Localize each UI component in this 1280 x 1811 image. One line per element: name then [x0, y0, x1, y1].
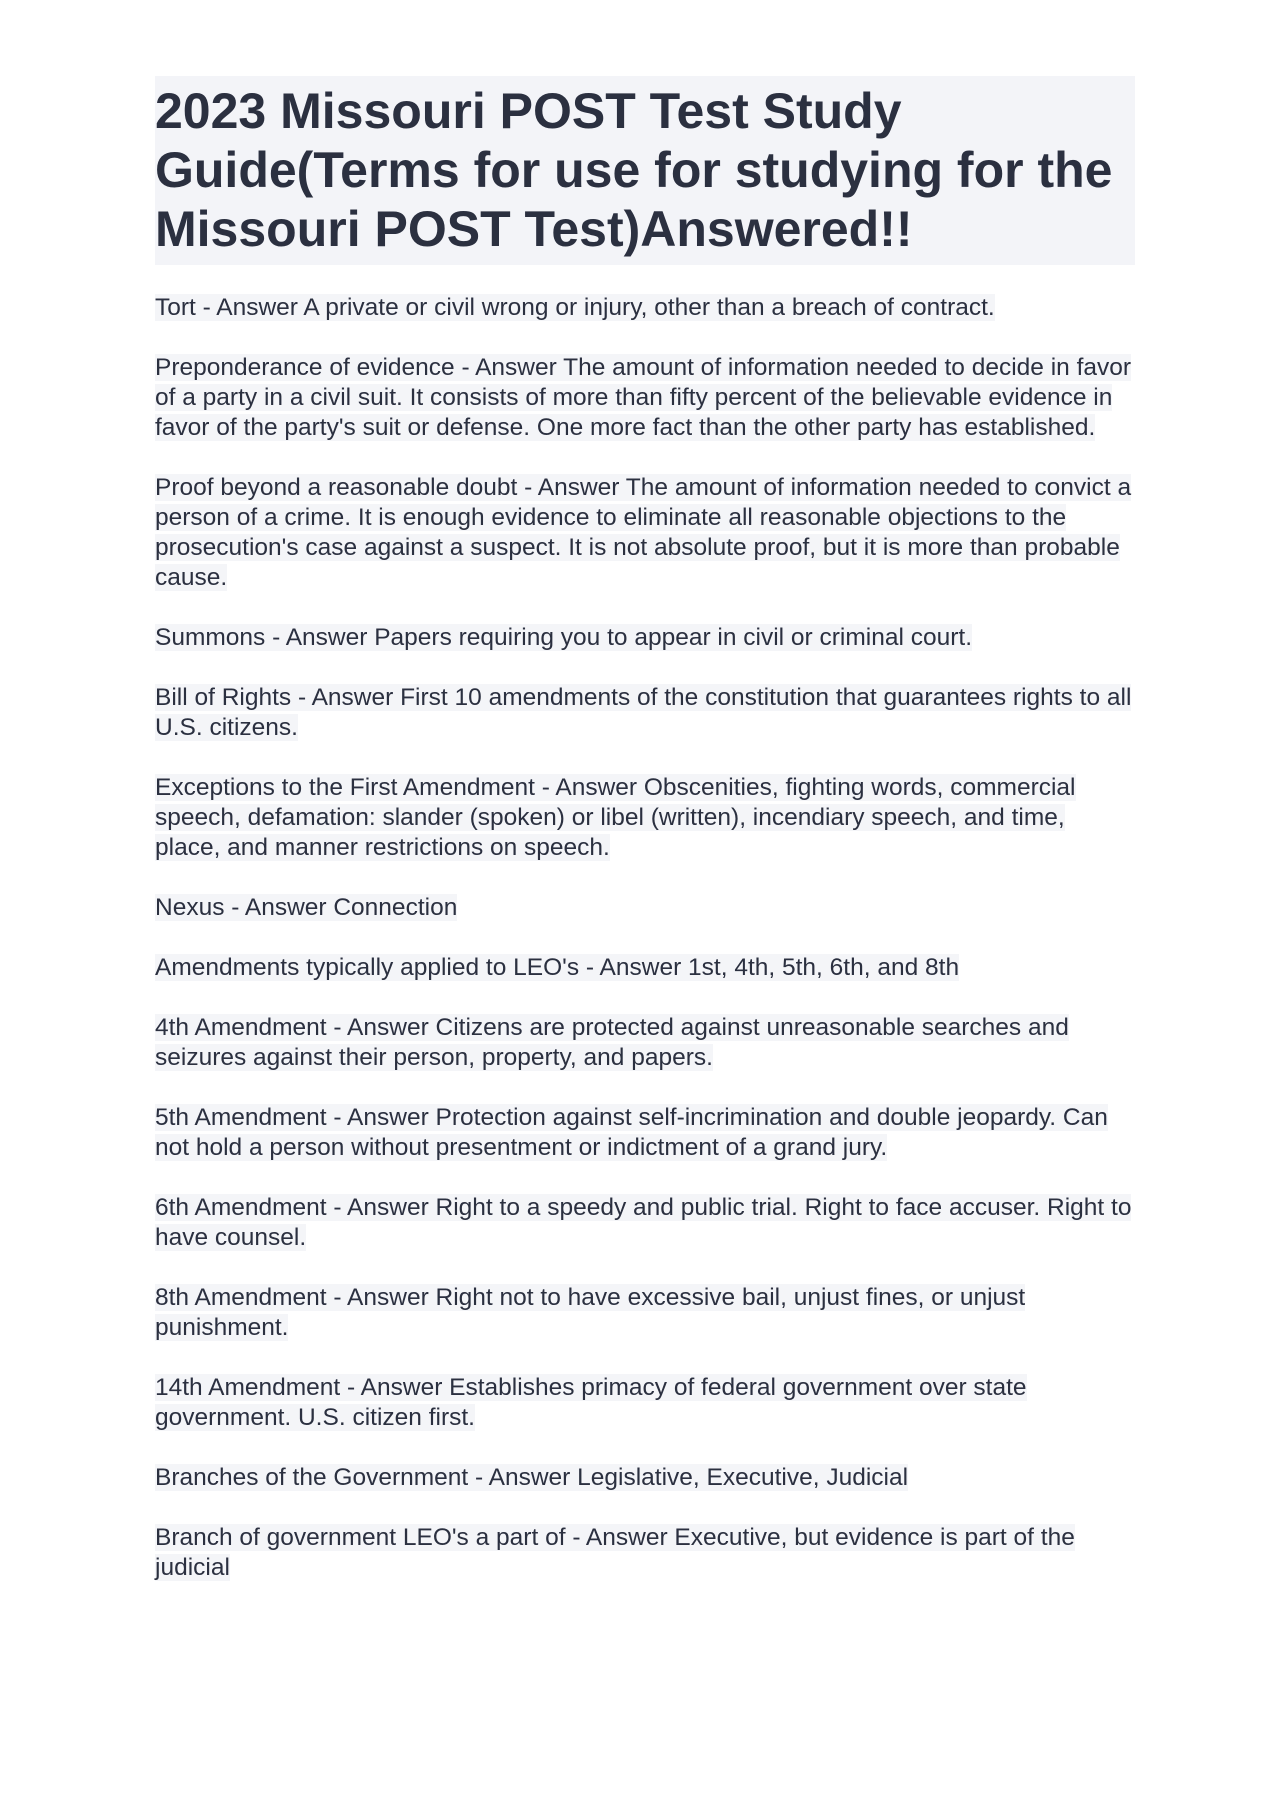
- qa-item: [155, 773, 1135, 863]
- qa-text: Bill of Rights - Answer First 10 amendments of the constitution that guarantees rights to all U.S. citizens.: [155, 684, 1132, 741]
- qa-item: [155, 293, 1135, 323]
- qa-item: [155, 1103, 1135, 1163]
- qa-item: [155, 1373, 1135, 1433]
- qa-text: Preponderance of evidence - Answer The amount of information needed to decide in favor of a party in a civil suit. It consists of more than fifty percent of the believable evidence in favor of the party's suit or defense. One more fact than the other party has established.: [155, 354, 1132, 441]
- qa-item: [155, 953, 1135, 983]
- title-block: [155, 76, 1135, 265]
- qa-text: 8th Amendment - Answer Right not to have excessive bail, unjust fines, or unjust punishment.: [155, 1284, 1026, 1341]
- qa-item: [155, 623, 1135, 653]
- qa-item: [155, 473, 1135, 593]
- qa-text: Branches of the Government - Answer Legislative, Executive, Judicial: [155, 1464, 909, 1491]
- qa-text: 4th Amendment - Answer Citizens are protected against unreasonable searches and seizures against their person, property, and papers.: [155, 1014, 1069, 1071]
- qa-text: Summons - Answer Papers requiring you to appear in civil or criminal court.: [155, 624, 973, 651]
- qa-item: [155, 683, 1135, 743]
- qa-text: 5th Amendment - Answer Protection against self-incrimination and double jeopardy. Can not hold a person without presentment or indictment of a grand jury.: [155, 1104, 1108, 1161]
- qa-text: Branch of government LEO's a part of - Answer Executive, but evidence is part of the judicial: [155, 1524, 1075, 1581]
- document-page: [155, 76, 1135, 1613]
- qa-item: [155, 893, 1135, 923]
- qa-item: [155, 1283, 1135, 1343]
- qa-item: [155, 1523, 1135, 1583]
- title-spacer: [155, 265, 1135, 293]
- qa-text: Amendments typically applied to LEO's - Answer 1st, 4th, 5th, 6th, and 8th: [155, 954, 960, 981]
- qa-item: [155, 1013, 1135, 1073]
- qa-text: Exceptions to the First Amendment - Answer Obscenities, fighting words, commercial speech, defamation: slander (spoken) or libel (written), incendiary speech, and time, place, and manner restrictions on speech.: [155, 774, 1076, 861]
- qa-text: Nexus - Answer Connection: [155, 894, 458, 921]
- qa-item: [155, 1193, 1135, 1253]
- document-title-text: 2023 Missouri POST Test Study Guide(Terms for use for studying for the Missouri POST Test)Answered!!: [155, 83, 1113, 257]
- qa-text: 14th Amendment - Answer Establishes primacy of federal government over state government. U.S. citizen first.: [155, 1374, 1027, 1431]
- qa-text: 6th Amendment - Answer Right to a speedy and public trial. Right to face accuser. Right to have counsel.: [155, 1194, 1132, 1251]
- qa-text: Tort - Answer A private or civil wrong or injury, other than a breach of contract.: [155, 294, 995, 321]
- qa-text: Proof beyond a reasonable doubt - Answer The amount of information needed to convict a person of a crime. It is enough evidence to eliminate all reasonable objections to the prosecution's case against a suspect. It is not absolute proof, but it is more than probable cause.: [155, 474, 1132, 591]
- qa-item: [155, 1463, 1135, 1493]
- qa-list: [155, 293, 1135, 1583]
- document-title: [155, 78, 1135, 259]
- qa-item: [155, 353, 1135, 443]
